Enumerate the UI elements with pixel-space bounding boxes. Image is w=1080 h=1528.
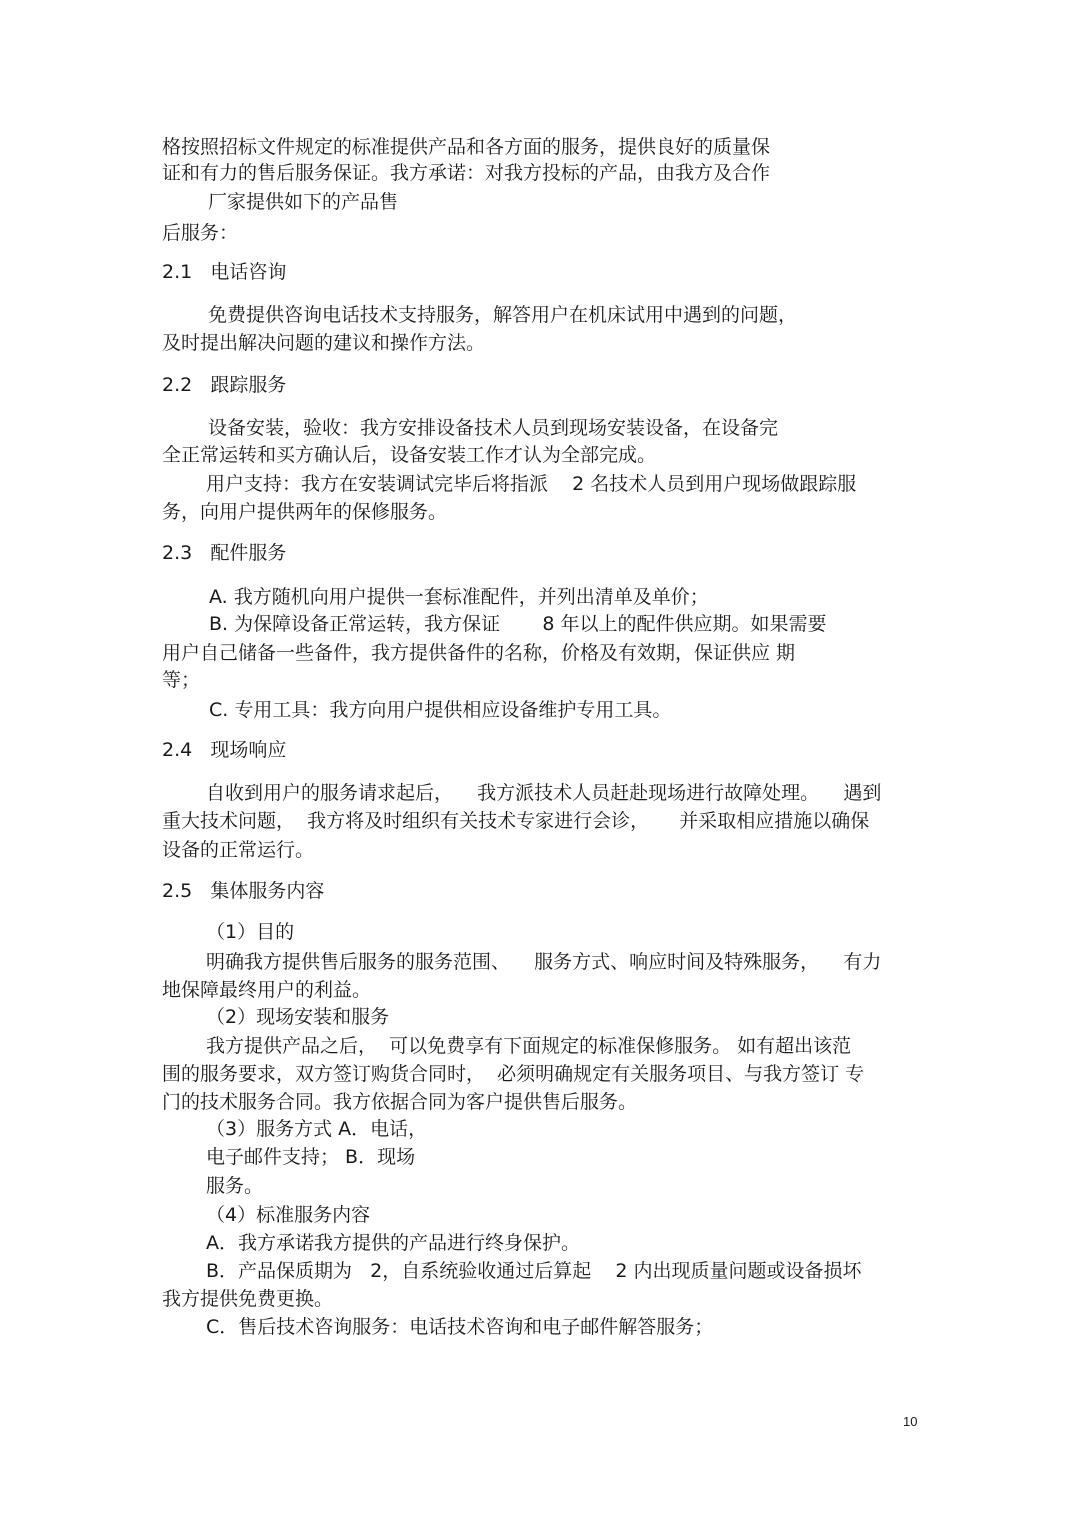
section-2-5-item-2-para-line-3: 门的技术服务合同。我方依据合同为客户提供售后服务。 [162,1091,638,1113]
section-2-1-para-line-2: 及时提出解决问题的建议和操作方法。 [162,332,486,354]
section-2-5-item-3-para-line-1: 电子邮件支持； B．现场 [206,1146,416,1168]
section-2-1-para-line-1: 免费提供咨询电话技术支持服务，解答用户在机床试用中遇到的问题， [208,304,798,326]
section-2-3-item-b-line-2: 用户自己储备一些备件，我方提供备件的名称，价格及有效期，保证供应 期 [162,642,796,664]
section-2-2-para-line-3: 用户支持：我方在安装调试完毕后将指派 2 名技术人员到用户现场做跟踪服 [206,473,857,495]
section-2-3-item-c: C. 专用工具：我方向用户提供相应设备维护专用工具。 [209,699,672,721]
section-2-5-item-2-para-line-2: 围的服务要求，双方签订购货合同时， 必须明确规定有关服务项目、与我方签订 专 [162,1063,865,1085]
section-2-5-item-2-para-line-1: 我方提供产品之后， 可以免费享有下面规定的标准保修服务。 如有超出该范 [206,1035,852,1057]
section-2-5-item-4-title: （4）标准服务内容 [206,1204,371,1226]
section-2-5-item-4-point-c: C．售后技术咨询服务：电话技术咨询和电子邮件解答服务； [206,1316,714,1338]
intro-line-4: 后服务： [162,222,239,244]
intro-line-1: 格按照招标文件规定的标准提供产品和各方面的服务，提供良好的质量保 [162,136,771,158]
section-2-5-item-4-point-a: A．我方承诺我方提供的产品进行终身保护。 [206,1232,580,1254]
section-2-3-item-b-line-3: 等； [162,669,201,691]
section-2-4-heading: 2.4 现场响应 [162,739,287,761]
section-2-4-para-line-3: 设备的正常运行。 [162,839,315,861]
section-2-5-item-1-title: （1）目的 [206,921,295,943]
section-2-2-para-line-1: 设备安装，验收：我方安排设备技术人员到现场安装设备，在设备完 [208,417,779,439]
section-2-2-para-line-4: 务，向用户提供两年的保修服务。 [162,501,448,523]
section-2-5-item-4-point-b-line-2: 我方提供免费更换。 [162,1288,334,1310]
page-number: 10 [903,1414,918,1429]
section-2-5-item-2-title: （2）现场安装和服务 [206,1006,390,1028]
section-2-3-item-b-line-1: B. 为保障设备正常运转，我方保证 8 年以上的配件供应期。如果需要 [209,613,827,635]
section-2-2-para-line-2: 全正常运转和买方确认后，设备安装工作才认为全部完成。 [162,444,657,466]
section-2-5-heading: 2.5 集体服务内容 [162,880,325,902]
intro-line-3: 厂家提供如下的产品售 [208,191,399,213]
section-2-1-heading: 2.1 电话咨询 [162,261,287,283]
intro-line-2: 证和有力的售后服务保证。我方承诺：对我方投标的产品，由我方及合作 [162,162,771,184]
section-2-5-item-4-point-b-line-1: B．产品保质期为 2，自系统验收通过后算起 2 内出现质量问题或设备损坏 [206,1260,862,1282]
section-2-5-item-1-para-line-1: 明确我方提供售后服务的服务范围、 服务方式、响应时间及特殊服务， 有力 [206,951,882,973]
section-2-5-item-3-title: （3）服务方式 A．电话， [206,1118,428,1140]
section-2-3-heading: 2.3 配件服务 [162,542,287,564]
section-2-3-item-a: A. 我方随机向用户提供一套标准配件，并列出清单及单价； [209,586,709,608]
section-2-5-item-1-para-line-2: 地保障最终用户的利益。 [162,979,372,1001]
section-2-4-para-line-2: 重大技术问题， 我方将及时组织有关技术专家进行会诊， 并采取相应措施以确保 [162,810,870,832]
section-2-5-item-3-para-line-2: 服务。 [206,1175,264,1197]
section-2-2-heading: 2.2 跟踪服务 [162,374,287,396]
section-2-4-para-line-1: 自收到用户的服务请求起后， 我方派技术人员赶赴现场进行故障处理。 遇到 [206,782,882,804]
